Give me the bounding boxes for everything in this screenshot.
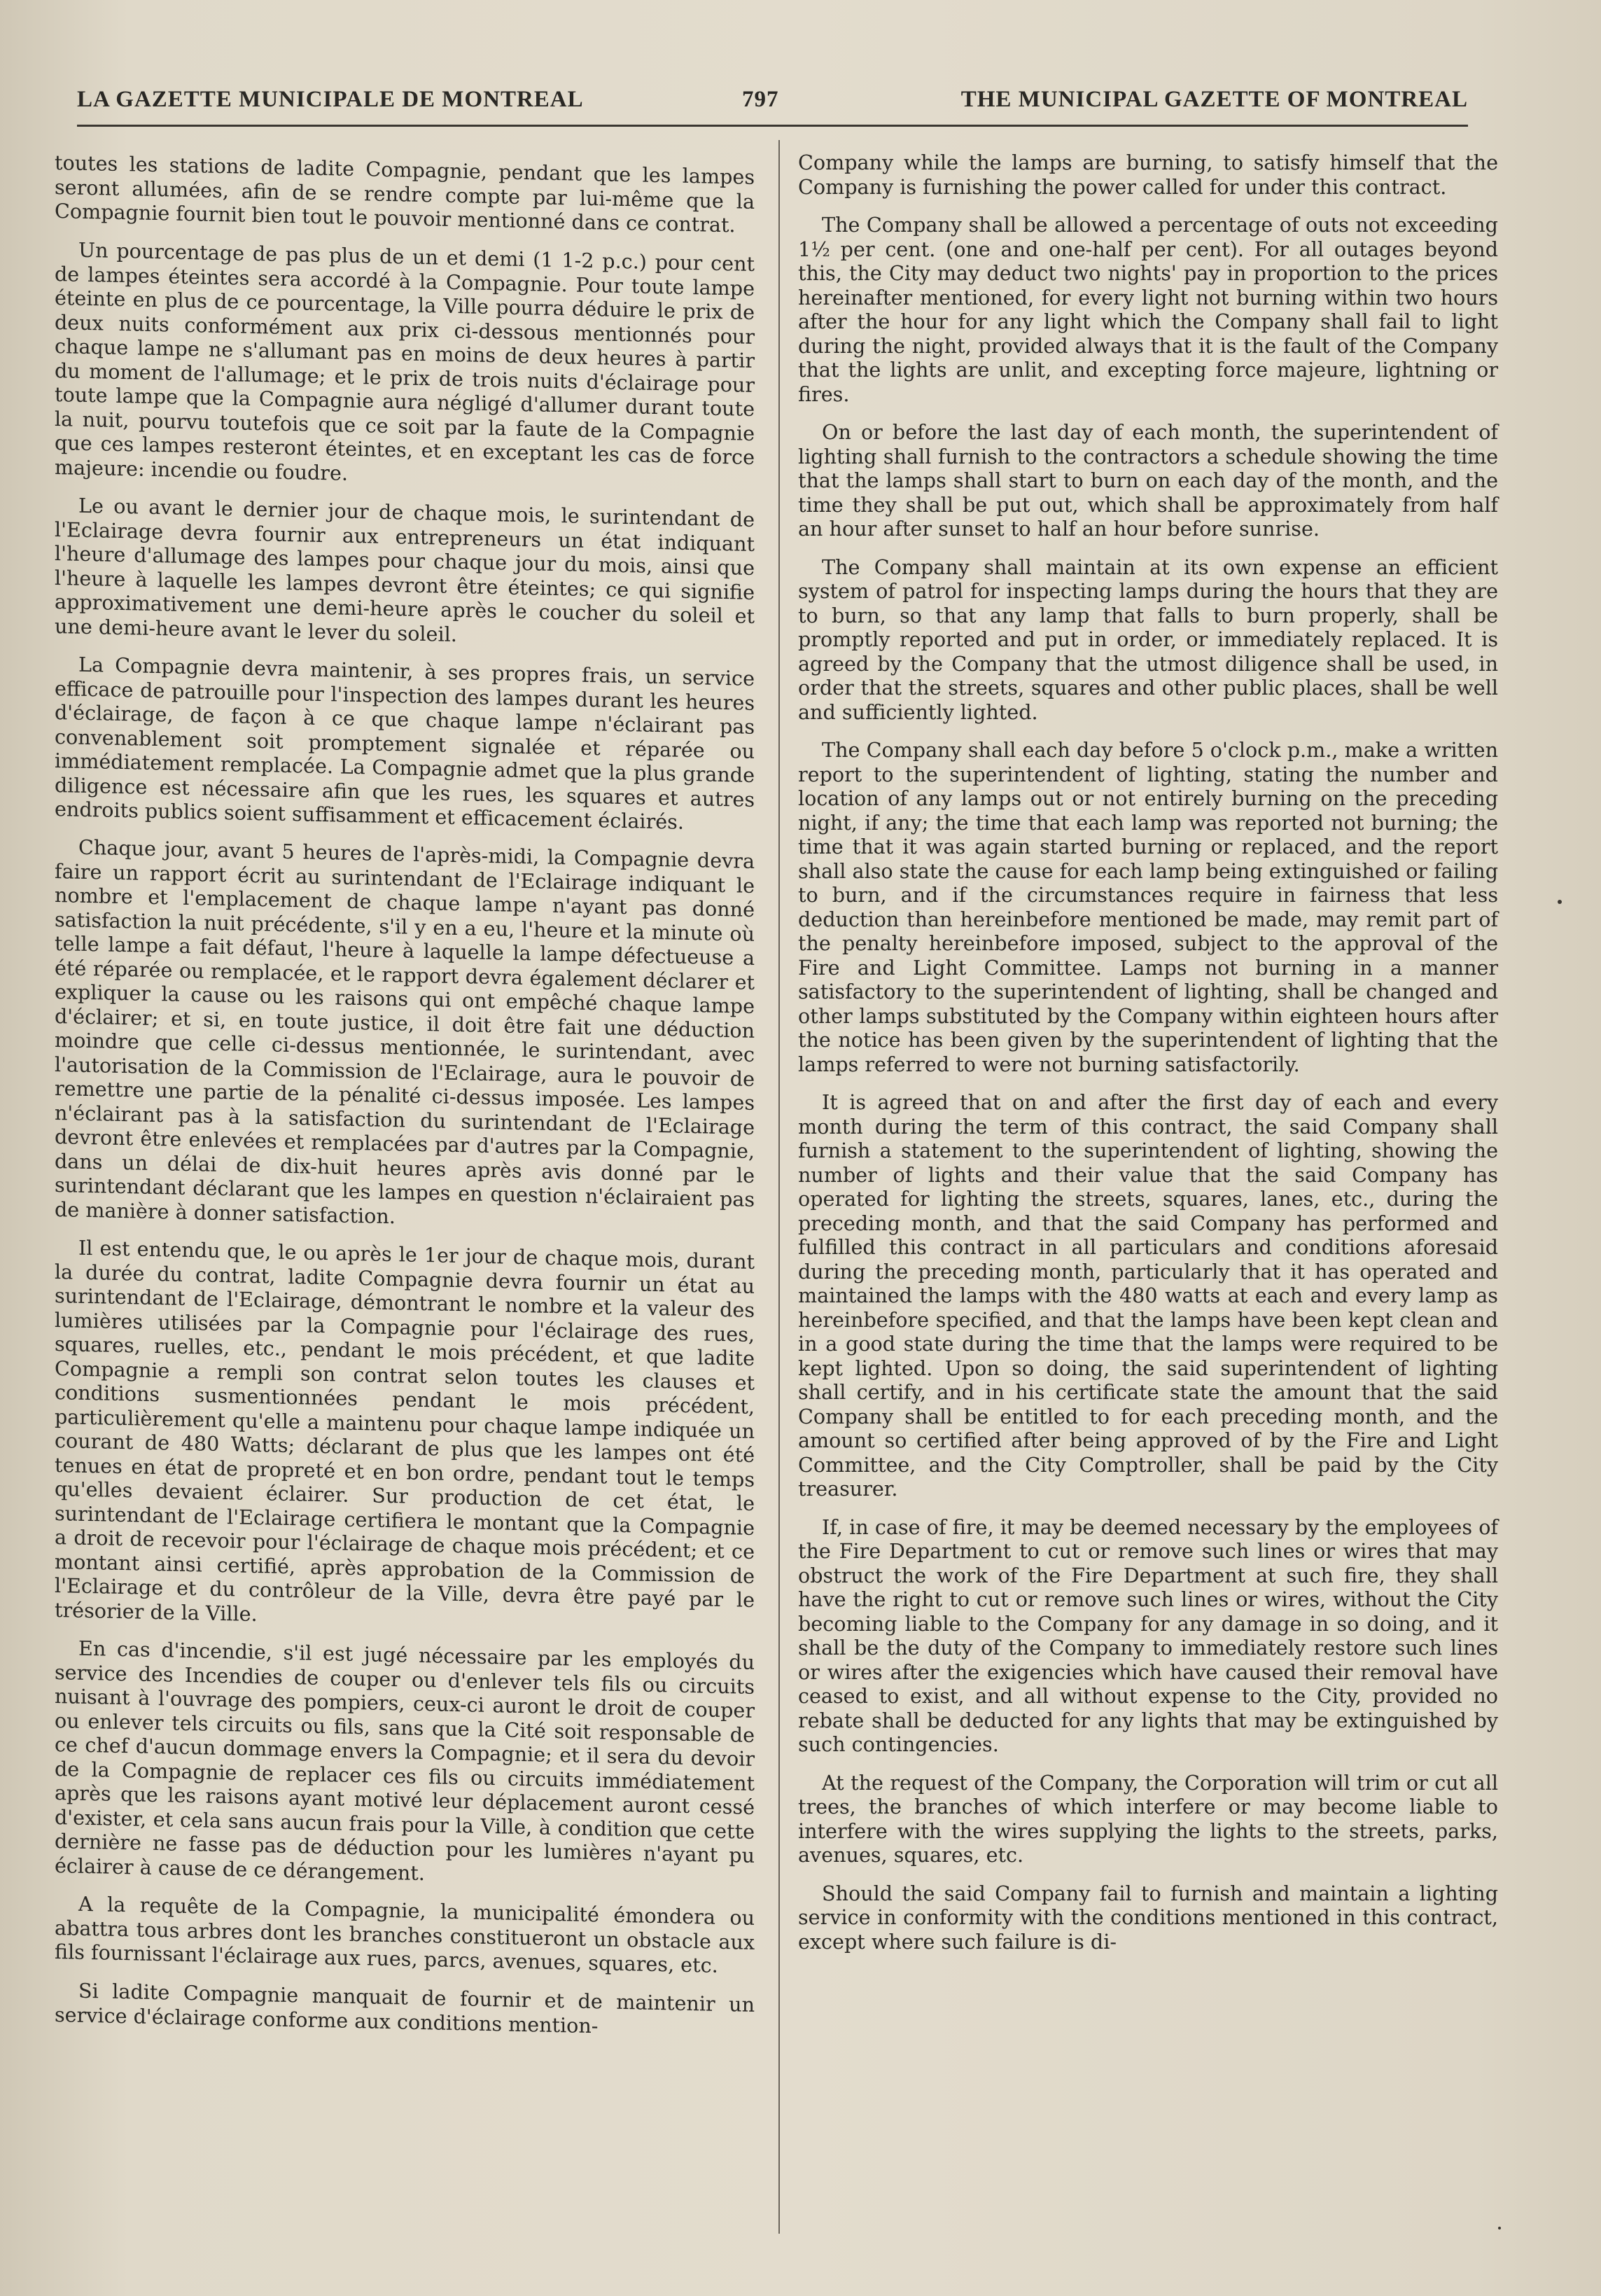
french-column — [55, 151, 755, 2040]
header-french-title: LA GAZETTE MUNICIPALE DE MONTREAL — [77, 87, 584, 112]
paragraph: The Company shall be allowed a percentage of outs not exceeding 1½ per cent. (one and one-half per cent). For all outages beyond this, the City may deduct two nights' pay in proportion to the prices hereinafter mentioned, for every light not burning within two hours after the hour for any light which the Company shall fail to light during the night, provided always that it is the fault of the Company that the lights are unlit, and excepting force majeure, lightning or fires. — [798, 213, 1498, 406]
paragraph: Si ladite Compagnie manquait de fournir et de maintenir un service d'éclairage conforme aux conditions mention- — [55, 1978, 755, 2038]
english-column — [798, 151, 1498, 1968]
ink-speck — [1558, 900, 1562, 904]
header-english-title: THE MUNICIPAL GAZETTE OF MONTREAL — [960, 87, 1468, 112]
page-number: 797 — [742, 87, 779, 112]
paragraph: The Company shall maintain at its own expense an efficient system of patrol for inspecting lamps during the hours that they are to burn, so that any lamp that falls to burn properly, shall be promptly reported and put in order, or immediately replaced. It is agreed by the Company that the utmost diligence shall be used, in order that the streets, squares and other public places, shall be well and sufficiently lighted. — [798, 555, 1498, 724]
paragraph: Chaque jour, avant 5 heures de l'après-midi, la Compagnie devra faire un rapport écrit au surintendant de l'Eclairage indiquant le nombre et l'emplacement de chaque lampe n'ayant pas donné satisfaction la nuit précédente, s'il y en a eu, l'heure et la minute où telle lampe a fait défaut, l'heure à laquelle la lampe défectueuse a été réparée ou remplacée, et le rapport devra également déclarer et expliquer la cause ou les raisons qui ont empêché chaque lampe d'éclairer; et si, en toute justice, il doit être fait une déduction moindre que celle ci-dessus mentionnée, le surintendant, avec l'autorisation de la Commission de l'Eclairage, aura le pouvoir de remettre une partie de la pénalité ci-dessus imposée. Les lampes n'éclairant pas à la satisfaction du surintendant de l'Eclairage devront être enlevées et remplacées par d'autres par la Compagnie, dans un délai de dix-huit heures après avis donné par le surintendant déclarant que les lampes en question n'éclairaient pas de manière à donner satisfaction. — [55, 835, 755, 1228]
ink-speck — [1498, 2227, 1501, 2229]
paragraph: Should the said Company fail to furnish and maintain a lighting service in conformity with the conditions mentioned in this contract, except where such failure is di- — [798, 1881, 1498, 1954]
page-header — [77, 83, 1468, 127]
paragraph: It is agreed that on and after the first day of each and every month during the term of this contract, the said Company shall furnish a statement to the superintendent of lighting, showing the number of lights and their value that the said Company has operated for lighting the streets, squares, lanes, etc., during the preceding month, and that the said Company has performed and fulfilled this contract in all particulars and conditions aforesaid during the preceding month, particularly that it has operated and maintained the lamps with the 480 watts at each and every lamp as hereinbefore specified, and that the lamps have been kept clean and in a good state during the time that the lamps were required to be kept lighted. Upon so doing, the said superintendent of lighting shall certify, and in his certificate state the amount that the said Company shall be entitled to for each preceding month, and the amount so certified after being approved of by the Fire and Light Committee, and the City Comptroller, shall be paid by the City treasurer. — [798, 1090, 1498, 1501]
column-divider — [778, 140, 780, 2234]
paragraph: At the request of the Company, the Corporation will trim or cut all trees, the branches of which interfere or may become liable to interfere with the wires supplying the lights to the streets, parks, avenues, squares, etc. — [798, 1770, 1498, 1867]
paragraph: The Company shall each day before 5 o'clock p.m., make a written report to the superintendent of lighting, stating the number and location of any lamps out or not entirely burning on the preceding night, if any; the time that each lamp was reported not burning; the time that it was again started burning or replaced, and the report shall also state the cause for each lamp being extinguished or failing to burn, and if the circumstances require in fairness that less deduction than hereinbefore mentioned be made, may remit part of the penalty hereinbefore imposed, subject to the approval of the Fire and Light Committee. Lamps not burning in a manner satisfactory to the superintendent of lighting, shall be changed and other lamps substituted by the Company within eighteen hours after the notice has been given by the superintendent of lighting that the lamps referred to were not burning satisfactorily. — [798, 738, 1498, 1076]
paragraph: En cas d'incendie, s'il est jugé nécessaire par les employés du service des Incendies de couper ou d'enlever tels fils ou circuits nuisant à l'ouvrage des pompiers, ceux-ci auront le droit de couper ou enlever tels circuits ou fils, sans que la Cité soit responsable de ce chef d'aucun dommage envers la Compagnie; et il sera du devoir de la Compagnie de replacer ces fils ou circuits immédiatement après que les raisons ayant motivé leur déplacement auront cessé d'exister, et cela sans aucun frais pour la Ville, à condition que cette dernière ne fasse pas de déduction pour les lumières n'ayant pu éclairer à cause de ce dérangement. — [55, 1636, 755, 1885]
paragraph: Company while the lamps are burning, to satisfy himself that the Company is furnishing the power called for under this contract. — [798, 151, 1498, 199]
paragraph: La Compagnie devra maintenir, à ses propres frais, un service efficace de patrouille pour l'inspection des lampes durant les heures d'éclairage, de façon à ce que chaque lampe n'éclairant pas convenablement soit promptement signalée et réparée ou immédiatement remplacée. La Compagnie admet que la plus grande diligence est nécessaire afin que les rues, les squares et autres endroits publics soient suffisamment et efficacement éclairés. — [55, 652, 755, 834]
paragraph: Un pourcentage de pas plus de un et demi (1 1-2 p.c.) pour cent de lampes éteintes sera accordé à la Compagnie. Pour toute lampe éteinte en plus de ce pourcentage, la Ville pourra déduire le prix de deux nuits conformément aux prix ci-dessous mentionnés pour chaque lampe ne s'allumant pas en moins de deux heures à partir du moment de l'allumage; et le prix de trois nuits d'éclairage pour toute lampe que la Compagnie aura négligé d'allumer durant toute la nuit, pourvu toutefois que ce soit par la faute de la Compagnie que ces lampes resteront éteintes, et en exceptant les cas de force majeure: incendie ou foudre. — [55, 237, 755, 485]
paragraph: A la requête de la Compagnie, la municipalité émondera ou abattra tous arbres dont les branches constitueront un obstacle aux fils fournissant l'éclairage aux rues, parcs, avenues, squares, etc. — [55, 1891, 755, 1977]
paragraph: On or before the last day of each month, the superintendent of lighting shall furnish to the contractors a schedule showing the time that the lamps shall start to burn on each day of the month, and the time they shall be put out, which shall be approximately from half an hour after sunset to half an hour before sunrise. — [798, 420, 1498, 541]
paragraph: toutes les stations de ladite Compagnie, pendant que les lampes seront allumées, afin de se rendre compte par lui-même que la Compagnie fournit bien tout le pouvoir mentionné dans ce contrat. — [55, 151, 755, 237]
paragraph: Le ou avant le dernier jour de chaque mois, le surintendant de l'Eclairage devra fournir aux entrepreneurs un état indiquant l'heure d'allumage des lampes pour chaque jour du mois, ainsi que l'heure à laquelle les lampes devront être éteintes; ce qui signifie approximativement une demi-heure après le coucher du soleil et une demi-heure avant le lever du soleil. — [55, 493, 755, 646]
paragraph: If, in case of fire, it may be deemed necessary by the employees of the Fire Department to cut or remove such lines or wires that may obstruct the work of the Fire Department at such fire, they shall have the right to cut or remove such lines or wires, without the City becoming liable to the Company for any damage in so doing, and it shall be the duty of the Company to immediately restore such lines or wires after the exigencies which have caused their removal have ceased to exist, and all without expense to the City, provided no rebate shall be deducted for any lights that may be extinguished by such contingencies. — [798, 1515, 1498, 1756]
paragraph: Il est entendu que, le ou après le 1er jour de chaque mois, durant la durée du contrat, ladite Compagnie devra fournir un état au surintendant de l'Eclairage, démontrant le nombre et la valeur des lumières utilisées par la Compagnie pour l'éclairage des rues, squares, ruelles, etc., pendant le mois précédent, et que ladite Compagnie a rempli son contrat selon toutes les clauses et conditions susmentionnées pendant le mois précédent, particulièrement qu'elle a maintenu pour chaque lampe indiquée un courant de 480 Watts; déclarant de plus que les lampes ont été tenues en état de propreté et en bon ordre, pendant tout le temps qu'elles devaient éclairer. Sur production de cet état, le surintendant de l'Eclairage certifiera le montant que la Compagnie a droit de recevoir pour l'éclairage de chaque mois précédent; et ce montant ainsi certifié, après approbation de la Commission de l'Eclairage et du contrôleur de la Ville, devra être payé par le trésorier de la Ville. — [55, 1235, 755, 1626]
